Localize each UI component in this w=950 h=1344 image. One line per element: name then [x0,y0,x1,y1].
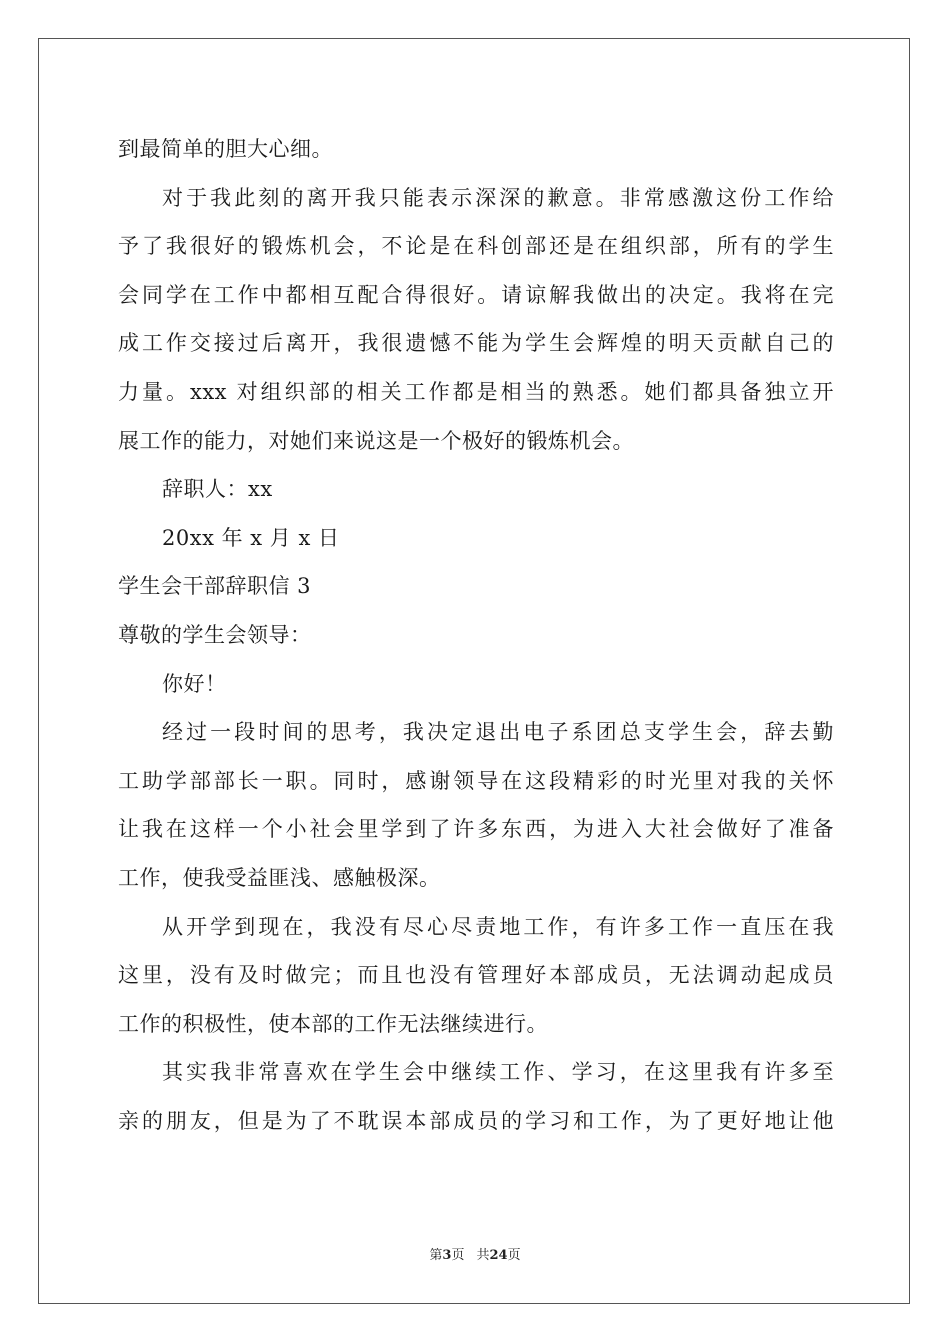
total-prefix: 共 [476,1248,490,1263]
text-line: 予了我很好的锻炼机会，不论是在科创部还是在组织部，所有的学生 [118,234,834,259]
text-line: 工作的积极性，使本部的工作无法继续进行。 [118,1011,548,1036]
text-line: 会同学在工作中都相互配合得很好。请谅解我做出的决定。我将在完 [118,282,834,307]
page-number: 3 [442,1248,452,1263]
total-pages: 24 [489,1248,508,1263]
text-line: 成工作交接过后离开，我很遗憾不能为学生会辉煌的明天贡献自己的 [118,331,834,356]
page-prefix: 第 [429,1248,443,1263]
resigner-line: 辞职人：xx [162,477,273,502]
text-line: 力量。xxx 对组织部的相关工作都是相当的熟悉。她们都具备独立开 [118,379,834,404]
section-title: 学生会干部辞职信 3 [118,574,312,599]
text-line: 亲的朋友，但是为了不耽误本部成员的学习和工作，为了更好地让他 [118,1108,834,1133]
page-suffix: 页 [451,1248,465,1263]
salutation: 尊敬的学生会领导： [118,622,312,647]
text-line: 工助学部部长一职。同时，感谢领导在这段精彩的时光里对我的关怀 [118,768,834,793]
text-line: 经过一段时间的思考，我决定退出电子系团总支学生会，辞去勤 [162,720,834,745]
text-line: 从开学到现在，我没有尽心尽责地工作，有许多工作一直压在我 [162,914,834,939]
text-line: 这里，没有及时做完；而且也没有管理好本部成员，无法调动起成员 [118,963,834,988]
text-line: 工作，使我受益匪浅、感触极深。 [118,865,441,890]
total-suffix: 页 [507,1248,521,1263]
text-line: 对于我此刻的离开我只能表示深深的歉意。非常感激这份工作给 [162,185,834,210]
page-footer [0,1247,950,1265]
text-line: 让我在这样一个小社会里学到了许多东西，为进入大社会做好了准备 [118,817,834,842]
text-line: 到最简单的胆大心细。 [118,137,333,161]
text-line: 展工作的能力，对她们来说这是一个极好的锻炼机会。 [118,428,634,453]
greeting: 你好！ [162,671,227,696]
date-line: 20xx 年 x 月 x 日 [162,525,340,550]
text-line: 其实我非常喜欢在学生会中继续工作、学习，在这里我有许多至 [162,1060,834,1085]
document-body [118,125,834,1145]
